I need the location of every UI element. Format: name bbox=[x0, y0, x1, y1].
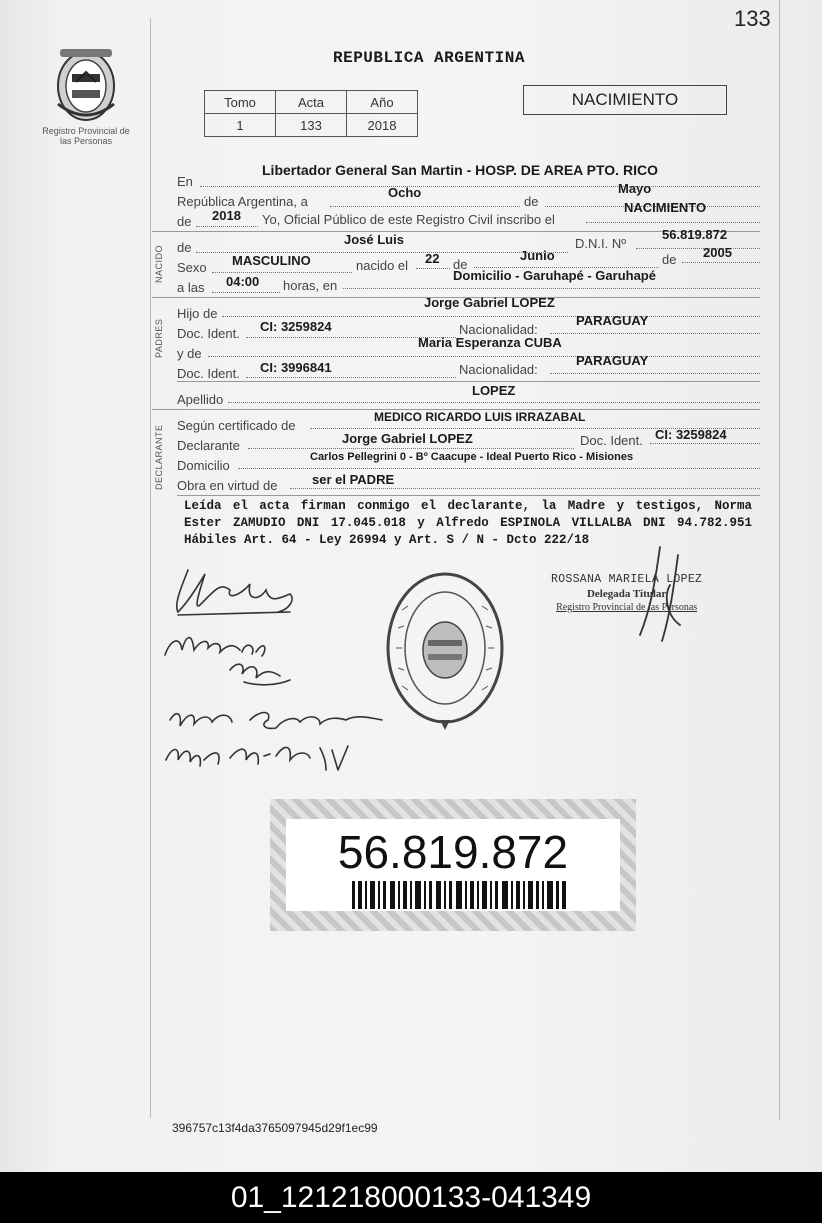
value-acta: 133 bbox=[276, 114, 347, 137]
value-madre-doc: CI: 3996841 bbox=[260, 360, 332, 375]
value-apellido: LOPEZ bbox=[472, 383, 516, 398]
label-apellido: Apellido bbox=[177, 392, 224, 407]
dotted-line bbox=[222, 316, 760, 317]
value-sexo: MASCULINO bbox=[232, 253, 311, 268]
value-mes: Mayo bbox=[618, 181, 652, 196]
dotted-line bbox=[212, 292, 280, 293]
label-de-mes: de bbox=[524, 194, 539, 209]
label-doc-ident3: Doc. Ident. bbox=[580, 433, 643, 448]
barcode-number: 56.819.872 bbox=[337, 826, 569, 878]
label-doc-ident2: Doc. Ident. bbox=[177, 366, 240, 381]
label-sexo: Sexo bbox=[177, 260, 207, 275]
value-madre-nac: PARAGUAY bbox=[576, 353, 649, 368]
dotted-line bbox=[208, 356, 760, 357]
handwritten-signatures bbox=[160, 560, 400, 790]
value-domicilio-nac: Domicilio - Garuhapé - Garuhapé bbox=[453, 268, 656, 283]
logo-caption: Registro Provincial de las Personas bbox=[42, 126, 130, 146]
header-tomo: Tomo bbox=[205, 91, 276, 114]
document-title: REPUBLICA ARGENTINA bbox=[333, 49, 525, 67]
value-anio: 2018 bbox=[212, 208, 241, 223]
document-hash: 396757c13f4da3765097945d29f1ec99 bbox=[172, 1121, 378, 1135]
dotted-line bbox=[550, 373, 760, 374]
value-nombre: José Luis bbox=[344, 232, 404, 247]
right-margin-line bbox=[779, 0, 780, 1120]
dotted-line bbox=[290, 488, 760, 489]
label-de-anio2: de bbox=[662, 252, 677, 267]
label-de-dia: de bbox=[453, 257, 468, 272]
dotted-line bbox=[636, 248, 760, 249]
dotted-line bbox=[330, 206, 520, 207]
value-declarante-doc: CI: 3259824 bbox=[655, 427, 727, 442]
value-anio: 2018 bbox=[347, 114, 418, 137]
footer-id-bar: 01_121218000133-041349 bbox=[0, 1172, 822, 1223]
label-dni: D.N.I. Nº bbox=[575, 236, 626, 251]
label-a-las: a las bbox=[177, 280, 205, 295]
dotted-line bbox=[246, 377, 456, 378]
section-separator bbox=[177, 495, 760, 496]
value-obra: ser el PADRE bbox=[312, 472, 395, 487]
label-nacionalidad2: Nacionalidad: bbox=[459, 362, 538, 377]
label-declarante: Declarante bbox=[177, 438, 240, 453]
dotted-line bbox=[682, 262, 760, 263]
label-horas-en: horas, en bbox=[283, 278, 338, 293]
value-hora: 04:00 bbox=[226, 274, 260, 289]
value-dni: 56.819.872 bbox=[662, 227, 728, 242]
provincial-seal-logo bbox=[50, 44, 122, 124]
delegate-name: ROSSANA MARIELA LOPEZ bbox=[551, 573, 703, 586]
delegate-block bbox=[551, 573, 702, 615]
dotted-line bbox=[343, 288, 760, 289]
record-type-box: NACIMIENTO bbox=[523, 85, 727, 115]
dotted-line bbox=[416, 268, 450, 269]
value-dia: Ocho bbox=[388, 185, 422, 200]
value-declarante-dom: Carlos Pellegrini 0 - Bº Caacupe - Ideal Puerto Rico - Misiones bbox=[310, 451, 634, 463]
dotted-line bbox=[196, 226, 258, 227]
dotted-line bbox=[550, 333, 760, 334]
dotted-line bbox=[650, 443, 760, 444]
value-padre: Jorge Gabriel LOPEZ bbox=[424, 295, 555, 310]
barcode-bars bbox=[352, 881, 572, 909]
dotted-line bbox=[228, 402, 760, 403]
value-tipo: NACIMIENTO bbox=[624, 200, 707, 215]
header-anio: Año bbox=[347, 91, 418, 114]
label-hijo-de: Hijo de bbox=[177, 306, 218, 321]
value-nac-dia: 22 bbox=[425, 251, 440, 266]
delegate-role: Delegada Titular bbox=[586, 588, 667, 600]
dotted-line bbox=[212, 272, 352, 273]
dotted-line bbox=[238, 468, 760, 469]
value-nac-mes: Junio bbox=[520, 248, 555, 263]
label-de-nombre: de bbox=[177, 240, 192, 255]
page-number: 133 bbox=[734, 6, 771, 31]
barcode-sticker bbox=[270, 799, 636, 931]
label-y-de: y de bbox=[177, 346, 202, 361]
left-margin-line bbox=[150, 18, 151, 1118]
side-label-nacido: NACIDO bbox=[154, 244, 164, 283]
official-stamp bbox=[384, 570, 506, 732]
label-obra: Obra en virtud de bbox=[177, 478, 278, 493]
value-nac-anio: 2005 bbox=[703, 245, 732, 260]
label-republica: República Argentina, a bbox=[177, 194, 308, 209]
value-lugar: Libertador General San Martin - HOSP. DE AREA PTO. RICO bbox=[262, 162, 658, 178]
closing-paragraph: Leída el acta firman conmigo el declarante, la Madre y testigos, Norma Ester ZAMUDIO DNI 17.045.018 y Alfredo ESPINOLA VILLALBA DNI 94.782.951 Hábiles Art. 64 - Ley 26994 y Art. S / N - Dcto 222/18 bbox=[184, 499, 752, 547]
delegate-office: Registro Provincial de las Personas bbox=[556, 602, 698, 613]
value-padre-nac: PARAGUAY bbox=[576, 313, 649, 328]
dotted-line bbox=[200, 186, 760, 187]
value-declarante: Jorge Gabriel LOPEZ bbox=[342, 431, 473, 446]
value-padre-doc: CI: 3259824 bbox=[260, 319, 332, 334]
dotted-line bbox=[586, 222, 760, 223]
label-nacido-el: nacido el bbox=[356, 258, 409, 273]
barcode-label bbox=[286, 819, 620, 911]
value-tomo: 1 bbox=[205, 114, 276, 137]
side-label-padres: PADRES bbox=[154, 318, 164, 358]
side-label-declarante: DECLARANTE bbox=[154, 424, 164, 490]
section-separator bbox=[177, 381, 760, 382]
label-oficial: Yo, Oficial Público de este Registro Civil inscribo el bbox=[262, 212, 555, 227]
value-certificado: MEDICO RICARDO LUIS IRRAZABAL bbox=[374, 410, 586, 424]
dotted-line bbox=[248, 448, 574, 449]
value-madre: Maria Esperanza CUBA bbox=[418, 335, 562, 350]
label-domicilio: Domicilio bbox=[177, 458, 230, 473]
header-acta: Acta bbox=[276, 91, 347, 114]
registry-table bbox=[204, 90, 418, 137]
label-segun: Según certificado de bbox=[177, 418, 296, 433]
label-nacionalidad1: Nacionalidad: bbox=[459, 322, 538, 337]
label-en: En bbox=[177, 174, 193, 189]
label-doc-ident1: Doc. Ident. bbox=[177, 326, 240, 341]
label-de-anio: de bbox=[177, 214, 192, 229]
